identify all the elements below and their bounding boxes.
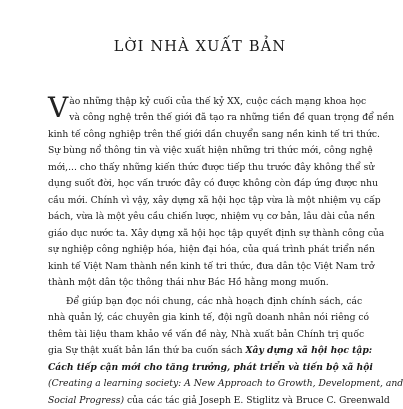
paragraph-publication [48, 294, 403, 409]
text-line: thành một dân tộc thông thái như Bác Hồ hằng mong muốn. [48, 276, 329, 288]
text-line: thêm tài liệu tham khảo về vấn đề này, Nhà xuất bản Chính trị quốc [48, 328, 365, 340]
text-line: nhà quản lý, các chuyên gia kinh tế, đội ngũ doanh nhân nói riêng có [48, 312, 370, 324]
text-line: Sự bùng nổ thông tin và việc xuất hiện những tri thức mới, công nghệ [48, 145, 373, 157]
text-line: và công nghệ trên thế giới đã tạo ra những tiền đề quan trọng để nền [69, 112, 395, 124]
page-title: LỜI NHÀ XUẤT BẢN [113, 39, 287, 55]
text-line: kinh tế công nghiệp trên thế giới dần chuyển sang nền kinh tế tri thức. [48, 128, 380, 140]
text-line: kinh tế Việt Nam thành nền kinh tế tri thức, đưa dân tộc Việt Nam trở [48, 260, 375, 272]
text-line [48, 343, 373, 359]
book-title-en-line: (Creating a learning society: A New Approach to Growth, Development, and [48, 378, 403, 390]
book-title-vi-line: Cách tiếp cận mới cho tăng trưởng, phát triển và tiến bộ xã hội [48, 361, 373, 373]
book-title-en: Social Progress) [48, 394, 125, 406]
text-segment: gia Sự thật xuất bản lần thứ ba cuốn sách [48, 345, 246, 357]
text-line: dụng suốt đời, học vấn trước đây có được không còn đáp ứng được nhu [48, 178, 379, 190]
text-line: ào những thập kỷ cuối của thế kỷ XX, cuộc cách mạng khoa học [69, 96, 367, 107]
text-line: mới,... cho thấy những kiến thức được tiếp thu trước đây không thể sử [48, 161, 375, 173]
text-line: bách, vừa là một yêu cầu chiến lược, nhiệm vụ cơ bản, lâu dài của nền [48, 211, 375, 223]
text-segment: của các tác giả Joseph E. Stiglitz và Bruce C. Greenwald [124, 394, 390, 406]
drop-cap: V [48, 91, 69, 124]
text-line: giáo dục nước ta. Xây dựng xã hội học tập quyết định sự thành công của [48, 227, 385, 239]
text-line: sự nghiệp công nghiệp hóa, hiện đại hóa, của quá trình phát triển nền [48, 244, 375, 256]
text-line: cầu mới. Chính vì vậy, xây dựng xã hội học tập vừa là một nhiệm vụ cấp [48, 194, 381, 206]
text-line [48, 393, 390, 409]
paragraph-intro [48, 91, 395, 291]
book-title-vi: Xây dựng xã hội học tập: [245, 345, 373, 357]
text-line: Để giúp bạn đọc nói chung, các nhà hoạch định chính sách, các [66, 296, 363, 307]
